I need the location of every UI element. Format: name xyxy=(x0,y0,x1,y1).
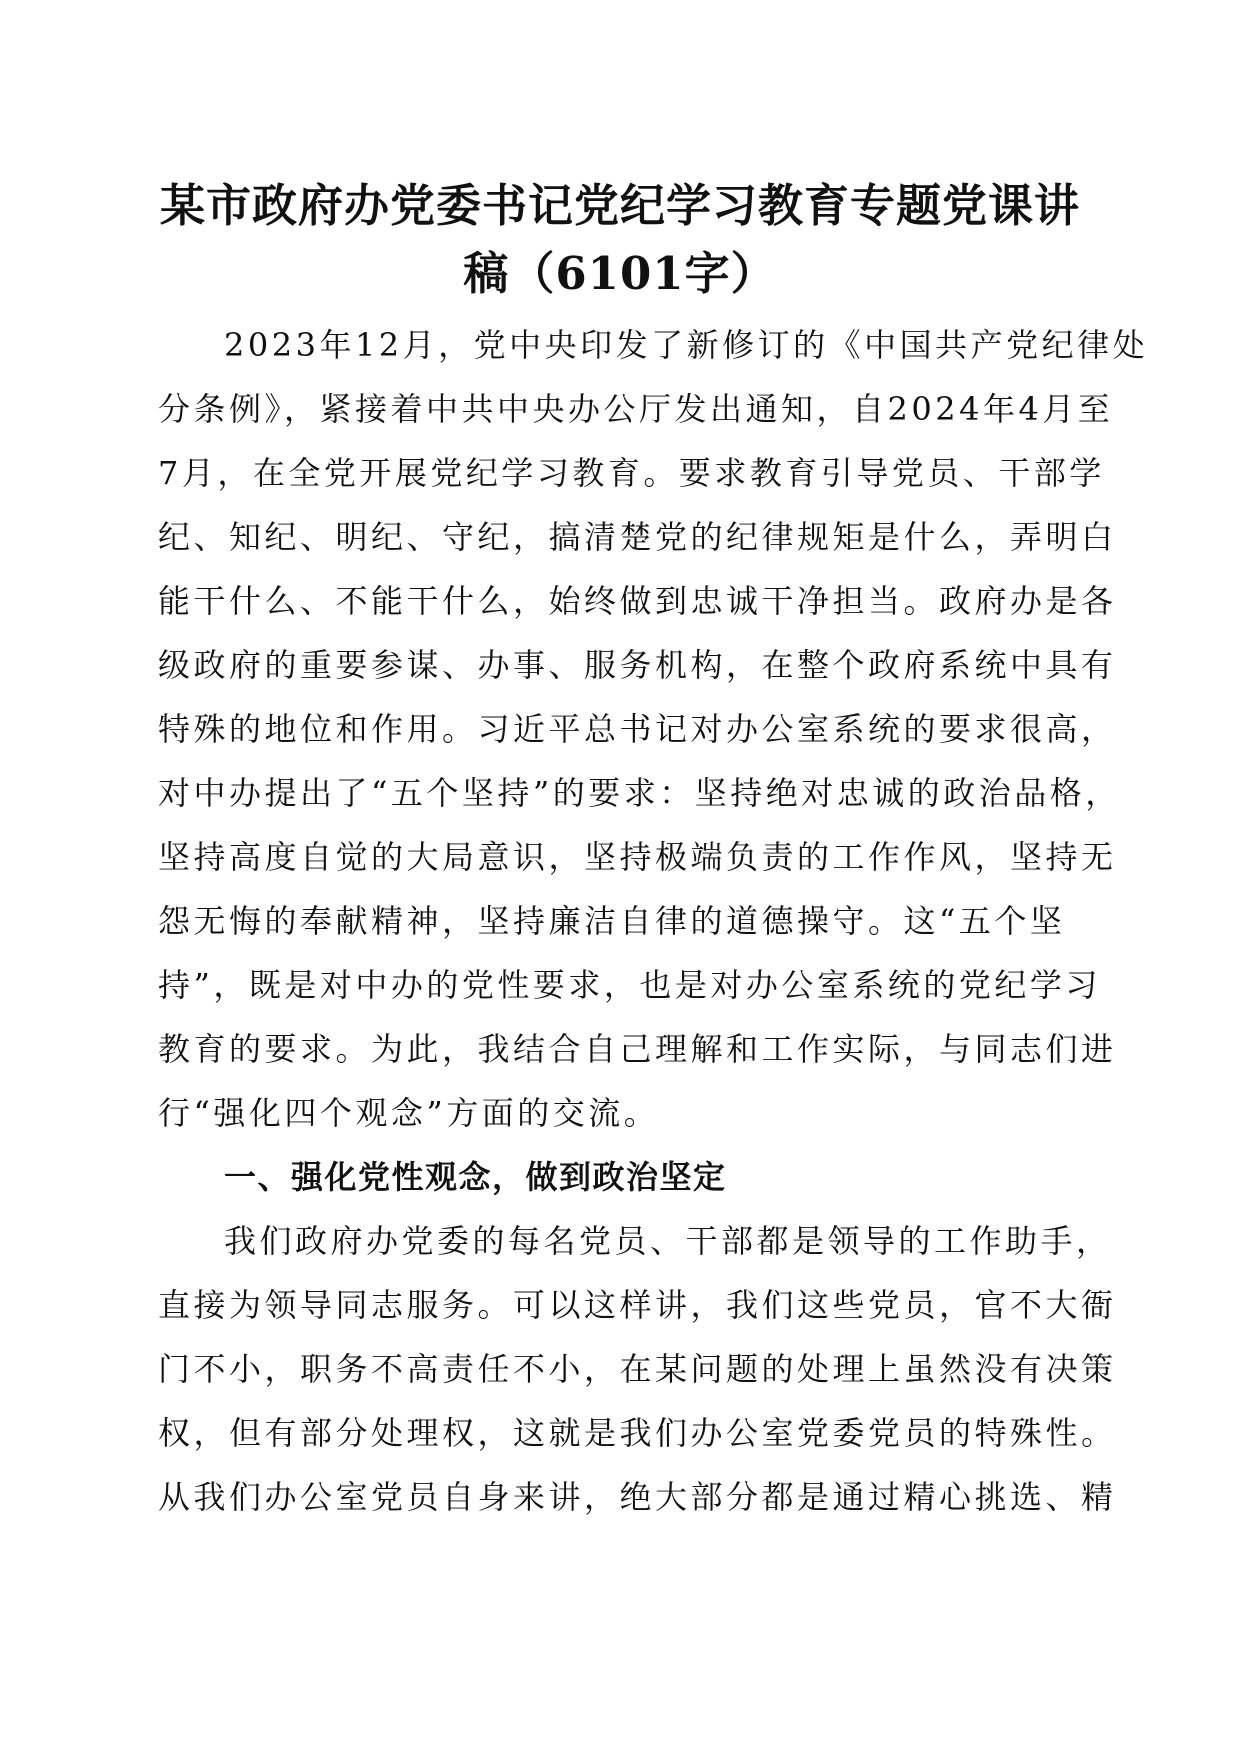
body-line: 坚持高度自觉的大局意识，坚持极端负责的工作作风，坚持无 xyxy=(158,838,1117,876)
body-line: 持”，既是对中办的党性要求，也是对办公室系统的党纪学习 xyxy=(158,966,1101,1004)
body-line: 级政府的重要参谋、办事、服务机构，在整个政府系统中具有 xyxy=(158,646,1117,684)
body-line: 7月，在全党开展党纪学习教育。要求教育引导党员、干部学 xyxy=(158,454,1105,492)
body-line: 2023年12月，党中央印发了新修订的《中国共产党纪律处 xyxy=(224,326,1149,364)
title-line-1: 某市政府办党委书记党纪学习教育专题党课讲 xyxy=(159,179,1080,232)
body-line: 纪、知纪、明纪、守纪，搞清楚党的纪律规矩是什么，弄明白 xyxy=(158,518,1117,556)
body-line: 我们政府办党委的每名党员、干部都是领导的工作助手， xyxy=(224,1222,1112,1260)
body-line: 行“强化四个观念”方面的交流。 xyxy=(158,1094,660,1132)
body-line: 怨无悔的奉献精神，坚持廉洁自律的道德操守。这“五个坚 xyxy=(158,902,1066,940)
body-line: 对中办提出了“五个坚持”的要求：坚持绝对忠诚的政治品格， xyxy=(158,774,1121,812)
section-heading: 一、强化党性观念，做到政治坚定 xyxy=(224,1158,727,1196)
body-line: 直接为领导同志服务。可以这样讲，我们这些党员，官不大衙 xyxy=(158,1286,1117,1324)
title-line-2: 稿（6101字） xyxy=(463,247,777,300)
body-line: 分条例》，紧接着中共中央办公厅发出通知，自2024年4月至 xyxy=(158,390,1114,428)
body-line: 从我们办公室党员自身来讲，绝大部分都是通过精心挑选、精 xyxy=(158,1478,1117,1516)
body-line: 门不小，职务不高责任不小，在某问题的处理上虽然没有决策 xyxy=(158,1350,1117,1388)
body-line: 特殊的地位和作用。习近平总书记对办公室系统的要求很高， xyxy=(158,710,1117,748)
body-line: 权，但有部分处理权，这就是我们办公室党委党员的特殊性。 xyxy=(158,1414,1117,1452)
body-line: 能干什么、不能干什么，始终做到忠诚干净担当。政府办是各 xyxy=(158,582,1117,620)
document-body xyxy=(158,313,1149,1529)
body-line: 教育的要求。为此，我结合自己理解和工作实际，与同志们进 xyxy=(158,1030,1117,1068)
document-title xyxy=(140,172,1100,308)
